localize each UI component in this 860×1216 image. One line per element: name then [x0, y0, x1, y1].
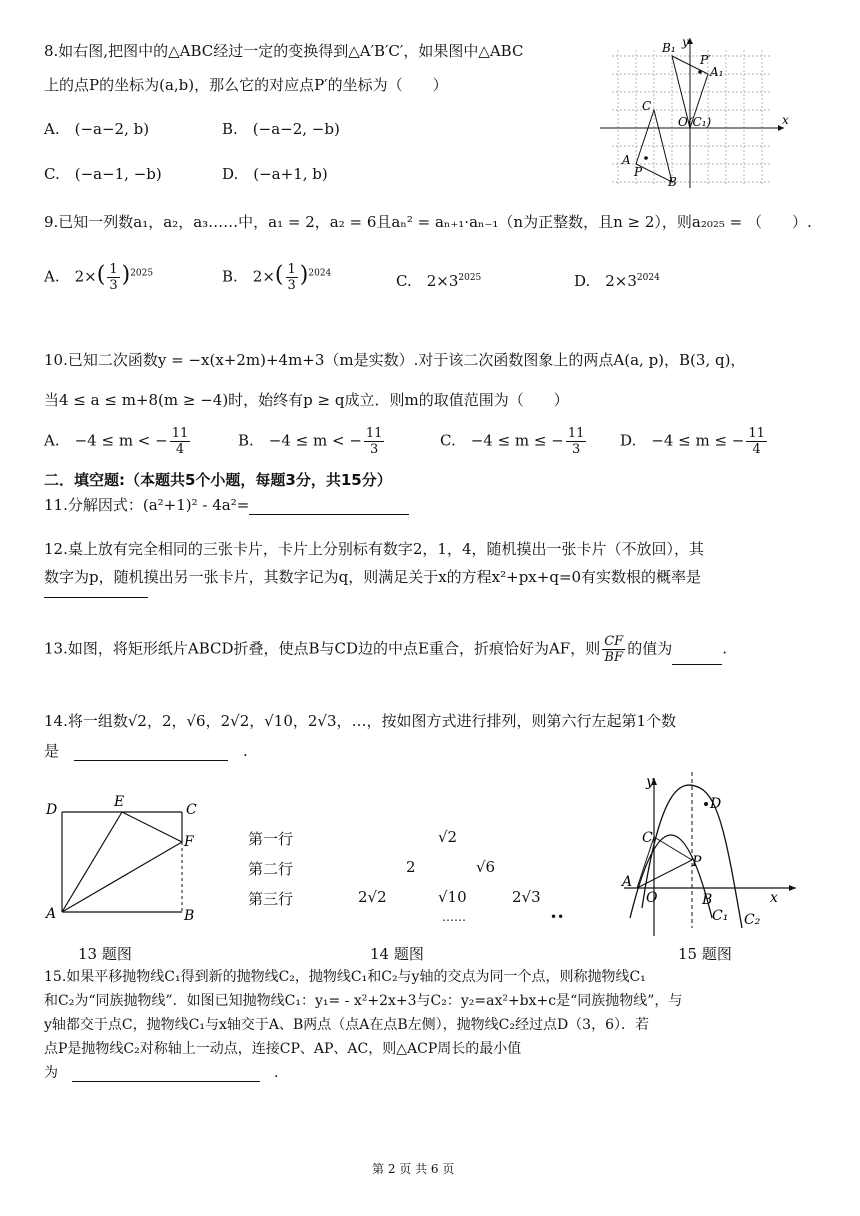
q8-label-b1: B₁ [662, 41, 676, 55]
q10-option-b[interactable]: B. −4 ≤ m < − $\frac{11}{3}$ [238, 426, 383, 457]
q8-label-x: x [782, 113, 789, 127]
fig15-label-c: C [642, 830, 653, 846]
q9-a-prefix: A. 2× [44, 267, 97, 286]
q10-b-fraction: $\frac{11}{3}$ [365, 426, 383, 457]
q10-option-c[interactable]: C. −4 ≤ m ≤ − $\frac{11}{3}$ [440, 426, 585, 457]
fig14-ellipsis: …… [442, 910, 466, 924]
fig15-label-p: P [692, 854, 702, 870]
fig15-label-d: D [710, 796, 722, 812]
q8-option-a[interactable]: A. (−a−2, b) [44, 120, 150, 138]
q15-answer-blank[interactable] [72, 1065, 260, 1082]
q9-c-text: C. 2×3 [396, 272, 459, 290]
q14-answer-blank[interactable] [74, 742, 228, 761]
q9-stem: 9.已知一列数a₁，a₂，a₃……中，a₁ = 2，a₂ = 6且aₙ² = aₙ₊₁·aₙ₋₁（n为正整数，且n ≥ 2），则a₂₀₂₅ = （ ）. [44, 213, 812, 231]
q8-label-y: y [682, 35, 689, 49]
fig15-label-b: B [702, 892, 713, 908]
q15-line2: 和C₂为“同族抛物线”．如图已知抛物线C₁：y₁= - x²+2x+3与C₂：y₂=ax²+bx+c是“同族抛物线”，与 [44, 993, 683, 1009]
fig15-label-c1: C₁ [712, 908, 729, 924]
q10-stem-line1: 10.已知二次函数y = −x(x+2m)+4m+3（m是实数）.对于该二次函数图象上的两点A(a, p)，B(3, q)， [44, 351, 746, 369]
q13-stem: 13.如图，将矩形纸片ABCD折叠，使点B与CD边的中点E重合，折痕恰好为AF，则 $\frac{CF}{BF}$ 的值为 . [44, 634, 727, 665]
q8-option-d[interactable]: D. (−a+1, b) [222, 165, 328, 183]
q10-c-fraction: $\frac{11}{3}$ [567, 426, 585, 457]
q8-label-p: P [634, 165, 643, 179]
q9-b-prefix: B. 2× [222, 267, 275, 286]
q9-b-exponent: 2024 [308, 268, 332, 279]
q9-d-exponent: 2024 [636, 273, 660, 283]
fig14-value: √10 [438, 888, 467, 906]
q13-answer-blank[interactable] [672, 646, 722, 665]
q12-line1: 12.桌上放有完全相同的三张卡片，卡片上分别标有数字2，1，4，随机摸出一张卡片（不放回），其 [44, 540, 704, 558]
q14-line2: 是 . [44, 742, 248, 760]
q8-label-c: C [642, 99, 652, 113]
q9-option-c[interactable] [396, 270, 481, 291]
caption-15: 15 题图 [678, 945, 732, 963]
q10-d-fraction: $\frac{11}{4}$ [748, 426, 765, 457]
q11-answer-blank[interactable] [249, 496, 409, 515]
q8-label-a: A [622, 153, 631, 167]
fig14-value: 2√3 [512, 888, 541, 906]
q8-stem-line2: 上的点P的坐标为(a,b)，那么它的对应点P′的坐标为（ ） [44, 76, 448, 94]
fig15-label-x: x [770, 890, 778, 906]
q15-line3: y轴都交于点C，抛物线C₁与x轴交于A、B两点（点A在点B左侧），抛物线C₂经过点D（3，6）．若 [44, 1017, 649, 1033]
q10-stem-line2: 当4 ≤ a ≤ m+8(m ≥ −4)时，始终有p ≥ q成立．则m的取值范围为（ ） [44, 391, 569, 409]
q9-option-d[interactable] [574, 270, 660, 291]
page-footer: 第 2 页 共 6 页 [372, 1162, 455, 1176]
q11-stem: 11.分解因式：(a²+1)² - 4a²= [44, 494, 409, 515]
fig15-label-c2: C₂ [744, 912, 761, 928]
fig14-value: √2 [438, 828, 458, 846]
q13-fraction: $\frac{CF}{BF}$ [604, 634, 624, 665]
fig15-label-o: O [646, 890, 658, 906]
q9-option-a[interactable]: A. 2×( $\frac{1}{3}$ )$^{2025}$ [44, 262, 154, 293]
q9-b-fraction: $\frac{1}{3}$ [287, 262, 296, 293]
figure-15-parabolas [620, 768, 800, 940]
fig14-value: 2 [406, 858, 416, 876]
q10-option-a[interactable]: A. −4 ≤ m < − $\frac{11}{4}$ [44, 426, 189, 457]
q15-line5: 为 . [44, 1065, 279, 1081]
fig14-dots: •• [550, 910, 565, 924]
section-2-header: 二．填空题:（本题共5个小题，每题3分，共15分） [44, 471, 392, 489]
fig14-value: √6 [476, 858, 496, 876]
figure-13-rectangle [40, 790, 210, 930]
q9-c-exponent: 2025 [458, 273, 482, 283]
fig14-value: 2√2 [358, 888, 387, 906]
fig13-label-d: D [46, 802, 58, 818]
q9-a-fraction: $\frac{1}{3}$ [109, 262, 118, 293]
fig15-label-y: y [646, 774, 654, 790]
q8-stem-line1: 8.如右图,把图中的△ABC经过一定的变换得到△A′B′C′，如果图中△ABC [44, 42, 524, 60]
caption-13: 13 题图 [78, 945, 132, 963]
fig13-label-e: E [114, 794, 125, 810]
q9-a-exponent: 2025 [130, 268, 154, 279]
fig14-row3-label: 第三行 [248, 890, 294, 908]
q10-option-d[interactable]: D. −4 ≤ m ≤ − $\frac{11}{4}$ [620, 426, 765, 457]
q8-grid-figure [598, 30, 798, 190]
q9-d-text: D. 2×3 [574, 272, 637, 290]
fig15-label-a: A [622, 874, 633, 890]
caption-14: 14 题图 [370, 945, 424, 963]
q8-label-b: B [668, 175, 677, 189]
q10-a-fraction: $\frac{11}{4}$ [171, 426, 189, 457]
q12-line2: 数字为p，随机摸出另一张卡片，其数字记为q，则满足关于x的方程x²+px+q=0有实数根的概率是 [44, 568, 702, 586]
q9-option-b[interactable]: B. 2×( $\frac{1}{3}$ )$^{2024}$ [222, 262, 332, 293]
q8-option-c[interactable]: C. (−a−1, −b) [44, 165, 162, 183]
fig14-row2-label: 第二行 [248, 860, 294, 878]
fig13-label-f: F [184, 834, 194, 850]
q15-line4: 点P是抛物线C₂对称轴上一动点，连接CP、AP、AC，则△ACP周长的最小值 [44, 1041, 522, 1057]
q8-label-a1: A₁ [710, 65, 724, 79]
fig13-label-c: C [186, 802, 197, 818]
q14-line1: 14.将一组数√2，2，√6，2√2，√10，2√3，…，按如图方式进行排列，则第六行左起第1个数 [44, 712, 677, 730]
fig14-row1-label: 第一行 [248, 830, 294, 848]
q8-label-o: O(C₁) [678, 115, 712, 129]
figure-14-table [248, 818, 588, 928]
q12-answer-blank[interactable] [44, 583, 148, 598]
fig13-label-b: B [184, 908, 195, 924]
q8-label-p1: P′ [700, 53, 711, 67]
q15-line1: 15.如果平移抛物线C₁得到新的抛物线C₂，抛物线C₁和C₂与y轴的交点为同一个点，则称抛物线C₁ [44, 969, 646, 985]
q8-option-b[interactable]: B. (−a−2, −b) [222, 120, 340, 138]
fig13-label-a: A [46, 906, 57, 922]
